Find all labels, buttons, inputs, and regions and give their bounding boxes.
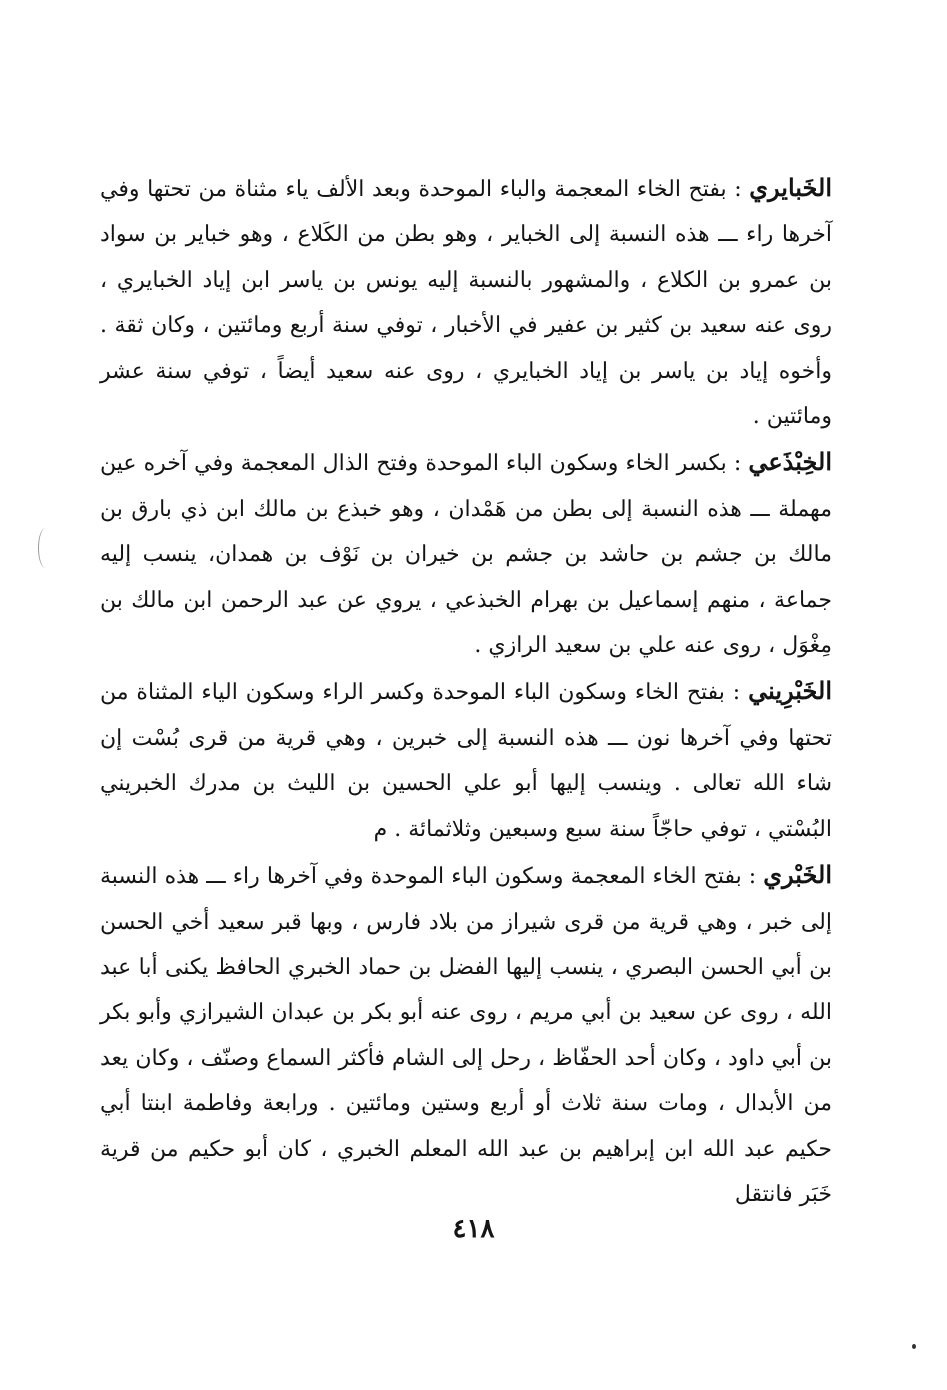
entry-khabrini [100, 668, 832, 852]
ink-speck [912, 1344, 916, 1349]
margin-bracket-mark [38, 528, 53, 568]
entry-heading: الخِبْذَعي [748, 447, 832, 477]
entry-heading: الخَبايري [749, 173, 832, 202]
entry-khibdhai [100, 439, 832, 668]
entry-khabayiri [100, 165, 832, 439]
entry-text: : بفتح الخاء المعجمة وسكون الباء الموحدة وفي آخرها راء ـــ هذه النسبة إلى خبر ، وهي قرية من قرى شيراز من بلاد فارس ، وبها قبر سعيد أخي الحسن بن أبي الحسن البصري ، ينسب إليها الفضل بن حماد الخبري الحافظ يكنى أبا عبد الله ، روى عن سعيد بن أبي مريم ، روى عنه أبو بكر بن عبدان الشيرازي وأبو بكر بن أبي داود ، وكان أحد الحفّاظ ، رحل إلى الشام فأكثر السماع وصنّف ، وكان يعد من الأبدال ، ومات سنة ثلاث أو أربع وستين ومائتين . ورابعة وفاطمة ابنتا أبي حكيم عبد الله ابن إبراهيم بن عبد الله المعلم الخبري ، كان أبو حكيم من قرية خَبَر فانتقل [100, 864, 832, 1207]
body-text [100, 165, 832, 1217]
entry-khabri [100, 852, 832, 1217]
entry-text: : بفتح الخاء المعجمة والباء الموحدة وبعد الألف ياء مثناة من تحتها وفي آخرها راء ـــ هذه النسبة إلى الخباير ، وهو بطن من الكَلاع ، وهو خباير بن سواد بن عمرو بن الكلاع ، والمشهور بالنسبة إليه يونس بن ياسر ابن إياد الخبايري ، روى عنه سعيد بن كثير بن عفير في الأخبار ، توفي سنة أربع ومائتين ، وكان ثقة . وأخوه إياد بن ياسر بن إياد الخبايري ، روى عنه سعيد أيضاً ، توفي سنة عشر ومائتين . [100, 177, 832, 430]
entry-text: : بكسر الخاء وسكون الباء الموحدة وفتح الذال المعجمة وفي آخره عين مهملة ـــ هذه النسبة إلى بطن من هَمْدان ، وهو خبذع بن مالك ابن ذي بارق بن مالك بن جشم بن حاشد بن جشم بن خيران بن نَوْف بن همدان، ينسب إليه جماعة ، منهم إسماعيل بن بهرام الخبذعي ، يروي عن عبد الرحمن ابن مالك بن مِغْوَل ، روى عنه علي بن سعيد الرازي . [100, 451, 832, 659]
page-number: ٤١٨ [452, 1214, 495, 1244]
entry-text: : بفتح الخاء وسكون الباء الموحدة وكسر الراء وسكون الياء المثناة من تحتها وفي آخرها نون ـــ هذه النسبة إلى خبرين ، وهي قرية من قرى بُسْت إن شاء الله تعالى . وينسب إليها أبو علي الحسين بن الليث بن مدرك الخبريني البُسْتي ، توفي حاجّاً سنة سبع وسبعين وثلاثمائة . م [100, 680, 832, 842]
entry-heading: الخَبْري [763, 860, 832, 890]
entry-heading: الخَبْرِيني [748, 676, 832, 706]
